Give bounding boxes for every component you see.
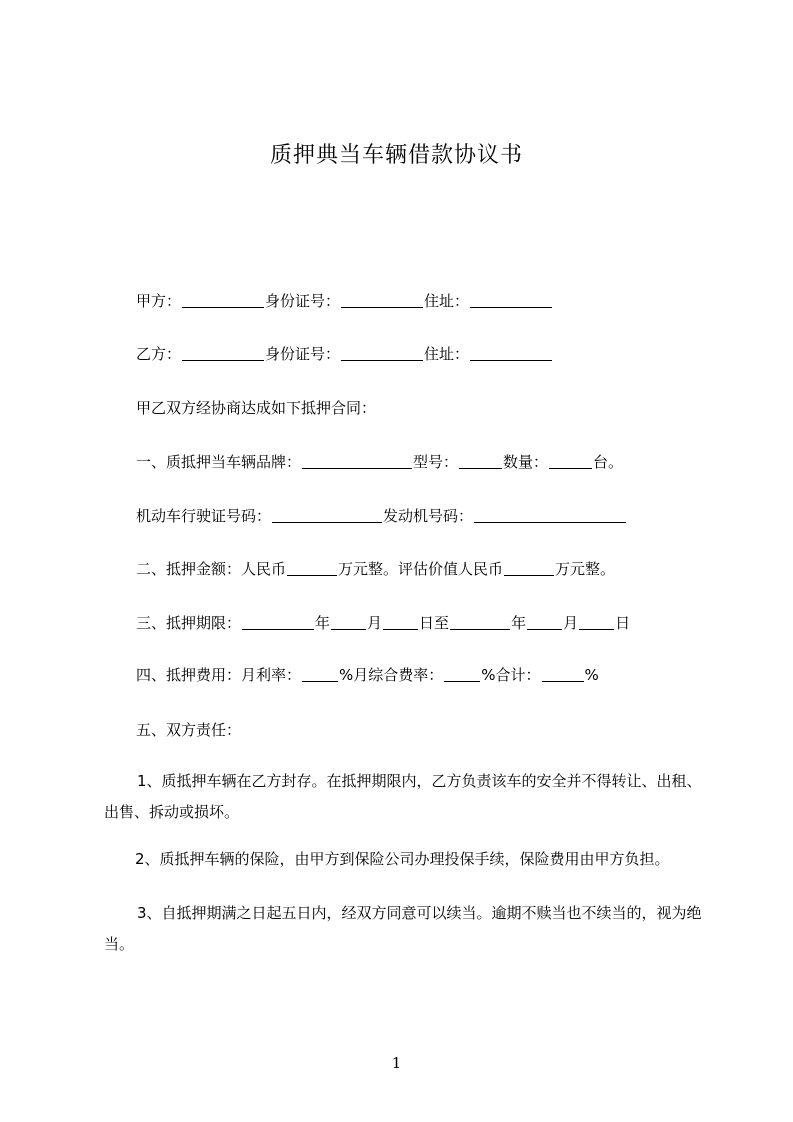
party-a-address-blank[interactable]: [470, 292, 552, 308]
model-blank[interactable]: [459, 453, 502, 469]
engine-label: 发动机号码：: [383, 507, 474, 525]
party-b-id-blank[interactable]: [341, 345, 423, 361]
party-a-name-blank[interactable]: [182, 292, 264, 308]
party-a-address-label: 住址：: [424, 292, 470, 310]
end-month-blank[interactable]: [527, 614, 562, 630]
day2-label: 日: [615, 614, 631, 632]
month2-label: 月: [563, 614, 579, 632]
model-label: 型号：: [413, 453, 459, 471]
section-2-label: 二、抵押金额：人民币: [136, 560, 287, 578]
party-b-label: 乙方：: [136, 345, 182, 363]
section-3-line: [136, 612, 630, 634]
appraisal-unit: 万元整。: [555, 560, 616, 578]
clause-1: 1、质抵押车辆在乙方封存。在抵押期限内，乙方负责该车的安全并不得转让、出租、出售、拆动或损坏。: [104, 772, 702, 821]
monthly-rate-blank[interactable]: [302, 666, 338, 682]
vehicle-brand-blank[interactable]: [302, 453, 412, 469]
amount-blank[interactable]: [287, 560, 337, 576]
total-unit: %: [584, 666, 599, 684]
start-month-blank[interactable]: [331, 614, 366, 630]
amount-unit: 万元整。评估价值人民币: [338, 560, 504, 578]
section-2-line: [136, 558, 615, 580]
license-line: [136, 505, 627, 527]
total-blank[interactable]: [542, 666, 584, 682]
quantity-unit: 台。: [593, 453, 624, 471]
party-b-line: [136, 343, 553, 365]
start-day-blank[interactable]: [383, 614, 418, 630]
party-a-id-blank[interactable]: [341, 292, 423, 308]
rate-unit: %月综合费率：: [339, 666, 444, 684]
party-b-address-blank[interactable]: [470, 345, 552, 361]
fee-rate-blank[interactable]: [444, 666, 480, 682]
fee-unit: %合计：: [481, 666, 541, 684]
party-b-id-label: 身份证号：: [265, 345, 341, 363]
section-4-line: [136, 664, 599, 686]
quantity-blank[interactable]: [549, 453, 592, 469]
year-label: 年: [315, 614, 331, 632]
license-label: 机动车行驶证号码：: [136, 507, 272, 525]
quantity-label: 数量：: [503, 453, 549, 471]
end-day-blank[interactable]: [579, 614, 614, 630]
document-title: 质押典当车辆借款协议书: [269, 143, 523, 168]
appraisal-blank[interactable]: [504, 560, 554, 576]
section-1-line: [136, 451, 623, 473]
clause-2: 2、质抵押车辆的保险，由甲方到保险公司办理投保手续，保险费用由甲方负担。: [135, 850, 670, 868]
intro-line: 甲乙双方经协商达成如下抵押合同：: [136, 399, 377, 417]
party-b-address-label: 住址：: [424, 345, 470, 363]
year2-label: 年: [511, 614, 527, 632]
party-a-line: [136, 290, 553, 312]
section-3-label: 三、抵押期限：: [136, 614, 242, 632]
start-year-blank[interactable]: [242, 614, 314, 630]
section-4-label: 四、抵押费用：月利率：: [136, 666, 302, 684]
end-year-blank[interactable]: [450, 614, 510, 630]
section-5-line: 五、双方责任：: [136, 721, 242, 739]
month-label: 月: [367, 614, 383, 632]
day-to-label: 日至: [419, 614, 450, 632]
section-1-label: 一、质抵押当车辆品牌：: [136, 453, 302, 471]
clause-3: 3、自抵押期满之日起五日内，经双方同意可以续当。逾期不赎当也不续当的，视为绝当。: [104, 904, 702, 953]
party-a-id-label: 身份证号：: [265, 292, 341, 310]
party-b-name-blank[interactable]: [182, 345, 264, 361]
engine-number-blank[interactable]: [474, 507, 626, 523]
party-a-label: 甲方：: [136, 292, 182, 310]
page-number: 1: [391, 1054, 402, 1072]
license-number-blank[interactable]: [272, 507, 382, 523]
